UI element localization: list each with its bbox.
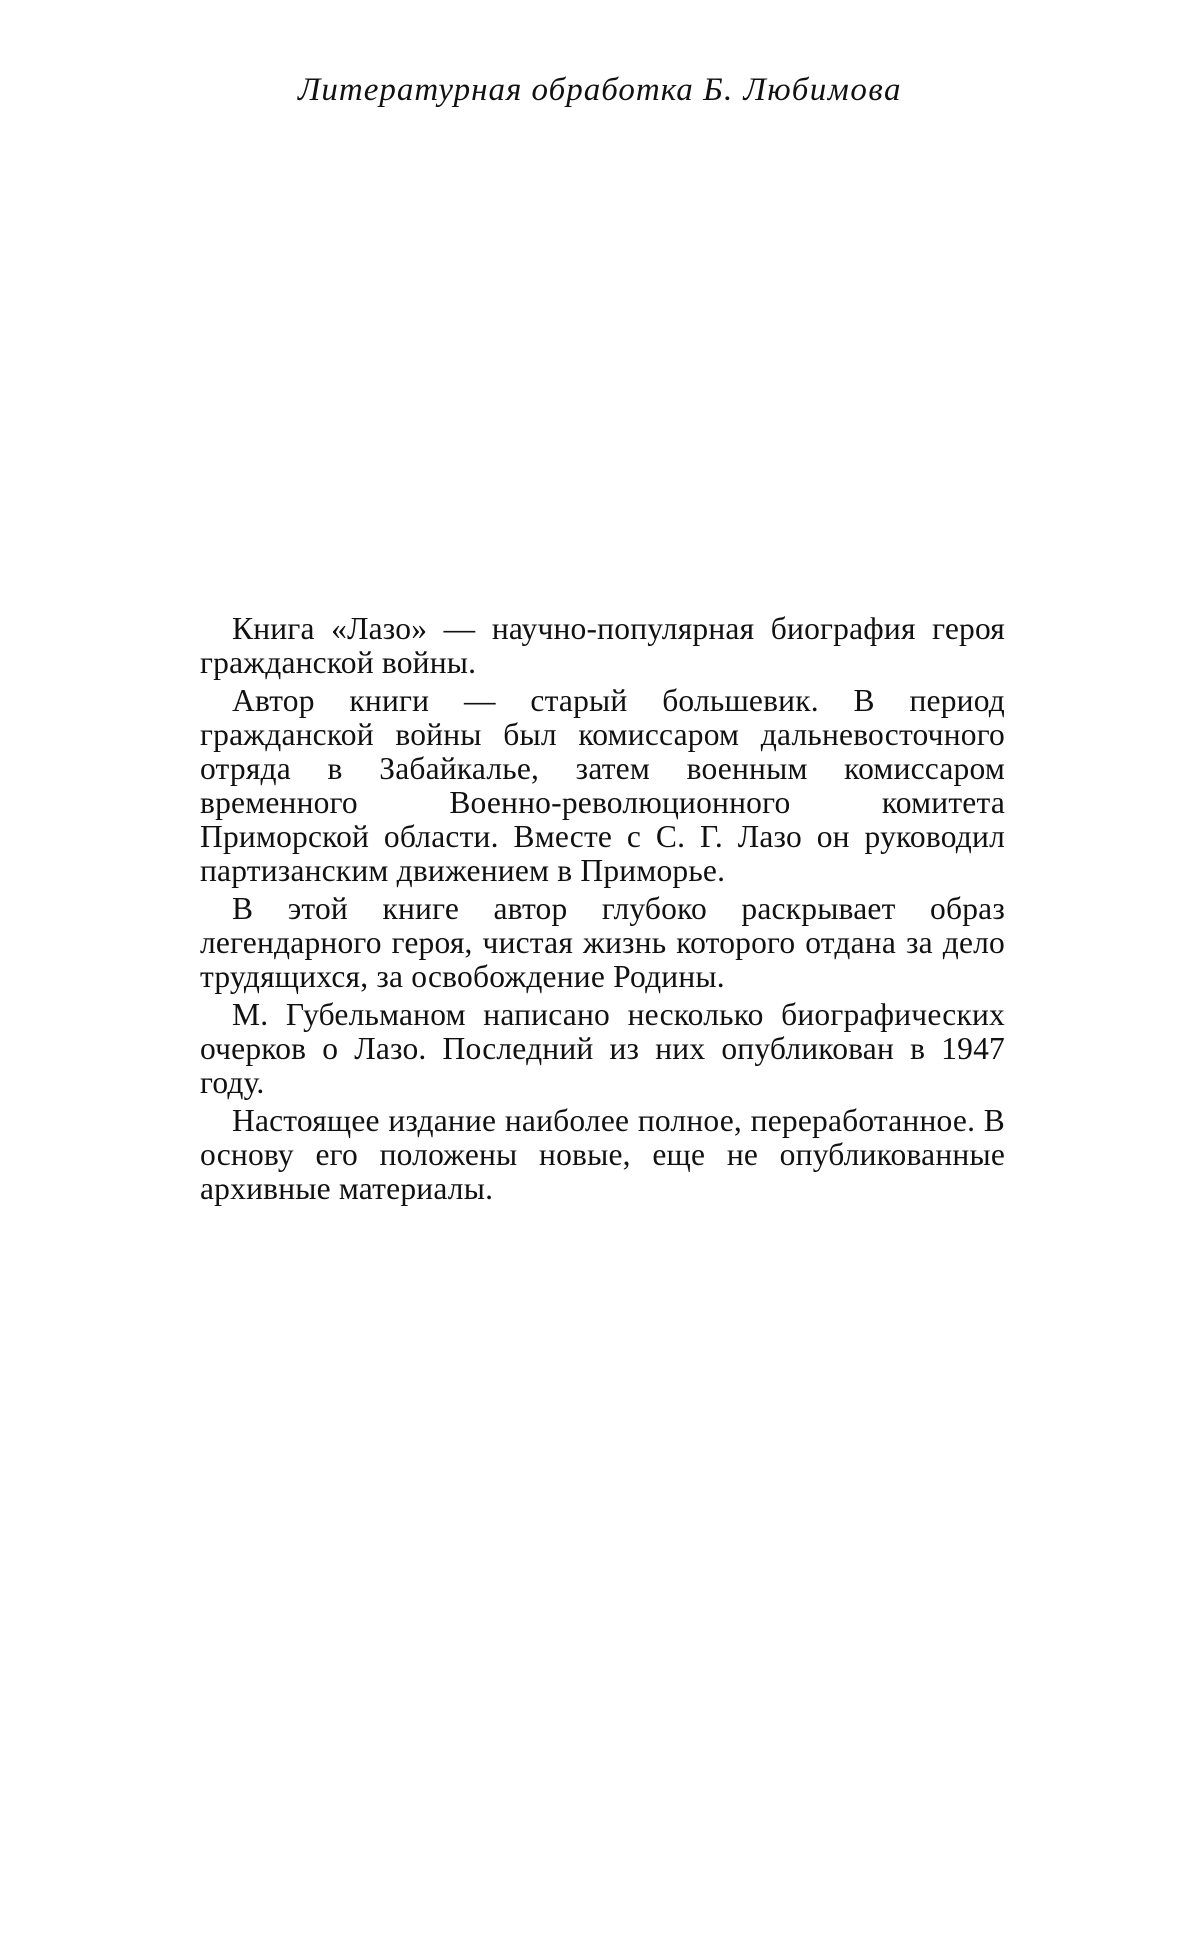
annotation-paragraph: Книга «Лазо» — научно-популярная биография героя гражданской войны. bbox=[200, 611, 1005, 680]
annotation-paragraph: Автор книги — старый большевик. В период гражданской войны был комиссаром дальневосточного отряда в Забайкалье, затем военным комиссаром временного Военно-революционного комитета Приморской области. Вместе с С. Г. Лазо он руководил партизанским движением в Приморье. bbox=[200, 683, 1005, 888]
annotation-paragraph: В этой книге автор глубоко раскрывает образ легендарного героя, чистая жизнь которого отдана за дело трудящихся, за освобождение Родины. bbox=[200, 891, 1005, 994]
book-annotation bbox=[200, 612, 1005, 1210]
credit-prefix: Литературная обработка bbox=[298, 72, 694, 108]
credit-author: Б. Любимова bbox=[703, 72, 902, 108]
annotation-paragraph: Настоящее издание наиболее полное, переработанное. В основу его положены новые, еще не опубликованные архивные материалы. bbox=[200, 1103, 1005, 1206]
literary-editing-credit bbox=[0, 72, 1200, 109]
annotation-paragraph: М. Губельманом написано несколько биографических очерков о Лазо. Последний из них опубликован в 1947 году. bbox=[200, 997, 1005, 1100]
